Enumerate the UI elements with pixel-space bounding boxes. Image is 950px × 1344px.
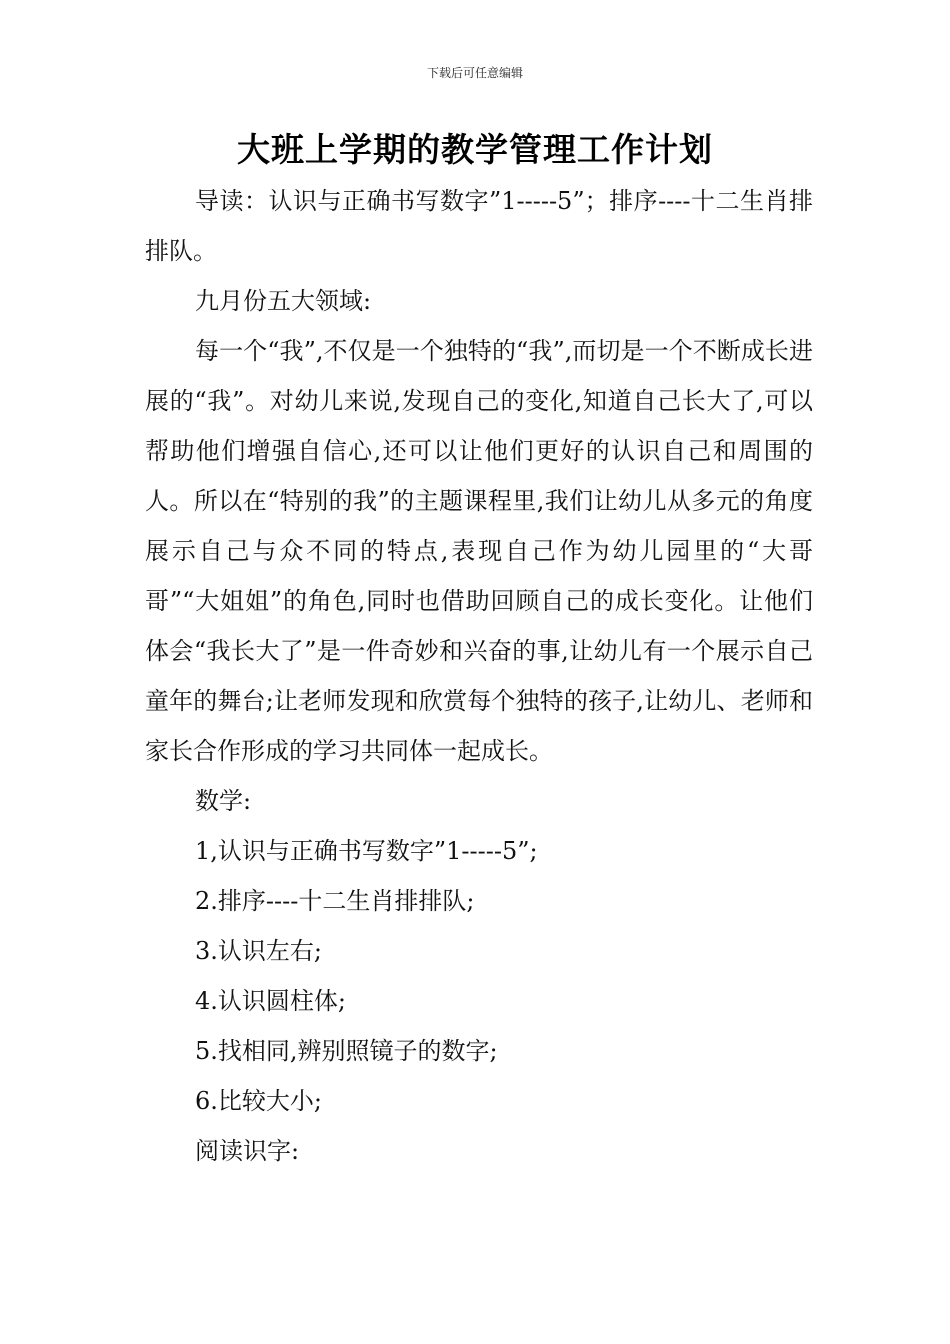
list-item-math-4: 4.认识圆柱体; bbox=[195, 987, 346, 1015]
list-item-math-5: 5.找相同,辨别照镜子的数字; bbox=[195, 1037, 498, 1065]
header-note: 下载后可任意编辑 bbox=[426, 66, 523, 80]
paragraph-heading-math: 数学: bbox=[195, 787, 252, 815]
document-body bbox=[145, 176, 813, 1176]
paragraph-heading-reading: 阅读识字: bbox=[195, 1137, 300, 1165]
list-item-math-6: 6.比较大小; bbox=[195, 1087, 322, 1115]
list-item-math-1: 1,认识与正确书写数字”1-----5”; bbox=[195, 837, 538, 865]
document-title: 大班上学期的教学管理工作计划 bbox=[237, 130, 713, 169]
paragraph-main: 每一个“我”,不仅是一个独特的“我”,而切是一个不断成长进展的“我”。对幼儿来说,发现自己的变化,知道自己长大了,可以帮助他们增强自信心,还可以让他们更好的认识自己和周围的人。所以在“特别的我”的主题课程里,我们让幼儿从多元的角度展示自己与众不同的特点,表现自己作为幼儿园里的“大哥哥”“大姐姐”的角色,同时也借助回顾自己的成长变化。让他们体会“我长大了”是一件奇妙和兴奋的事,让幼儿有一个展示自己童年的舞台;让老师发现和欣赏每个独特的孩子,让幼儿、老师和家长合作形成的学习共同体一起成长。 bbox=[145, 337, 813, 765]
paragraph-heading-september: 九月份五大领域: bbox=[195, 287, 372, 315]
paragraph-intro: 导读：认识与正确书写数字”1-----5”；排序----十二生肖排排队。 bbox=[145, 187, 813, 265]
list-item-math-3: 3.认识左右; bbox=[195, 937, 322, 965]
list-item-math-2: 2.排序----十二生肖排排队; bbox=[195, 887, 475, 915]
